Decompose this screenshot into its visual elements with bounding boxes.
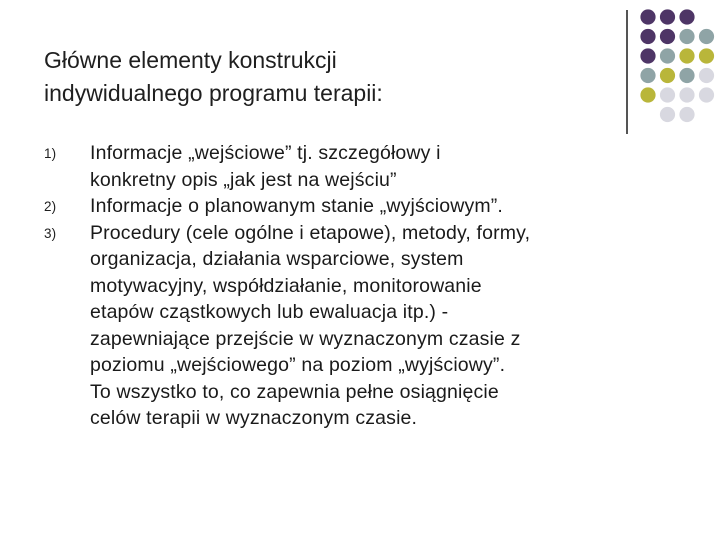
decorative-dot bbox=[679, 29, 694, 44]
decorative-dot bbox=[660, 9, 675, 24]
slide-title-line-1: Główne elementy konstrukcji bbox=[44, 47, 337, 73]
list-item-text bbox=[90, 193, 694, 220]
slide-title-line-2: indywidualnego programu terapii: bbox=[44, 80, 383, 106]
decorative-dot bbox=[660, 29, 675, 44]
decorative-dot bbox=[640, 68, 655, 83]
decorative-dot bbox=[699, 29, 714, 44]
numbered-list bbox=[44, 140, 694, 432]
decorative-dot bbox=[640, 9, 655, 24]
list-item-line: Procedury (cele ogólne i etapowe), metody, formy, bbox=[90, 221, 531, 244]
list-item-number: 2) bbox=[44, 199, 57, 214]
decorative-dot bbox=[640, 29, 655, 44]
decorative-dot bbox=[640, 48, 655, 63]
list-item-line: motywacyjny, współdziałanie, monitorowanie bbox=[90, 274, 482, 297]
list-item-line: poziomu „wejściowego” na poziom „wyjściowy”. bbox=[90, 354, 506, 376]
list-item-3 bbox=[44, 220, 694, 432]
decorative-dot bbox=[660, 68, 675, 83]
list-item-2 bbox=[44, 193, 694, 220]
decorative-dot bbox=[660, 87, 675, 102]
decorative-dot bbox=[660, 107, 675, 122]
list-item-line: organizacja, działania wsparciowe, system bbox=[90, 248, 464, 270]
decorative-dot bbox=[679, 9, 694, 24]
decorative-dot bbox=[640, 87, 655, 102]
list-item-line: Informacje „wejściowe” tj. szczegółowy i bbox=[90, 142, 441, 164]
list-item-line: zapewniające przejście w wyznaczonym czasie z bbox=[90, 327, 521, 350]
slide-title bbox=[44, 44, 604, 110]
decorative-dot bbox=[679, 107, 694, 122]
list-item-line: celów terapii w wyznaczonym czasie. bbox=[90, 407, 418, 429]
decorative-dot bbox=[699, 87, 714, 102]
list-item-text bbox=[90, 140, 694, 193]
decorative-dot bbox=[679, 87, 694, 102]
decorative-dot bbox=[699, 68, 714, 83]
vertical-divider bbox=[626, 10, 628, 134]
list-item-number: 1) bbox=[44, 146, 57, 161]
list-item-line: To wszystko to, co zapewnia pełne osiągnięcie bbox=[90, 380, 499, 403]
list-item-number: 3) bbox=[44, 225, 57, 241]
decorative-dot bbox=[679, 68, 694, 83]
list-item-1 bbox=[44, 140, 694, 193]
list-item-line: etapów cząstkowych lub ewaluacja itp.) - bbox=[90, 301, 449, 323]
list-item-line: konkretny opis „jak jest na wejściu” bbox=[90, 168, 397, 191]
decorative-dot bbox=[679, 48, 694, 63]
list-item-text bbox=[90, 220, 694, 432]
decorative-dot bbox=[699, 48, 714, 63]
list-item-line: Informacje o planowanym stanie „wyjściowym”. bbox=[90, 195, 503, 217]
decorative-dot bbox=[660, 48, 675, 63]
